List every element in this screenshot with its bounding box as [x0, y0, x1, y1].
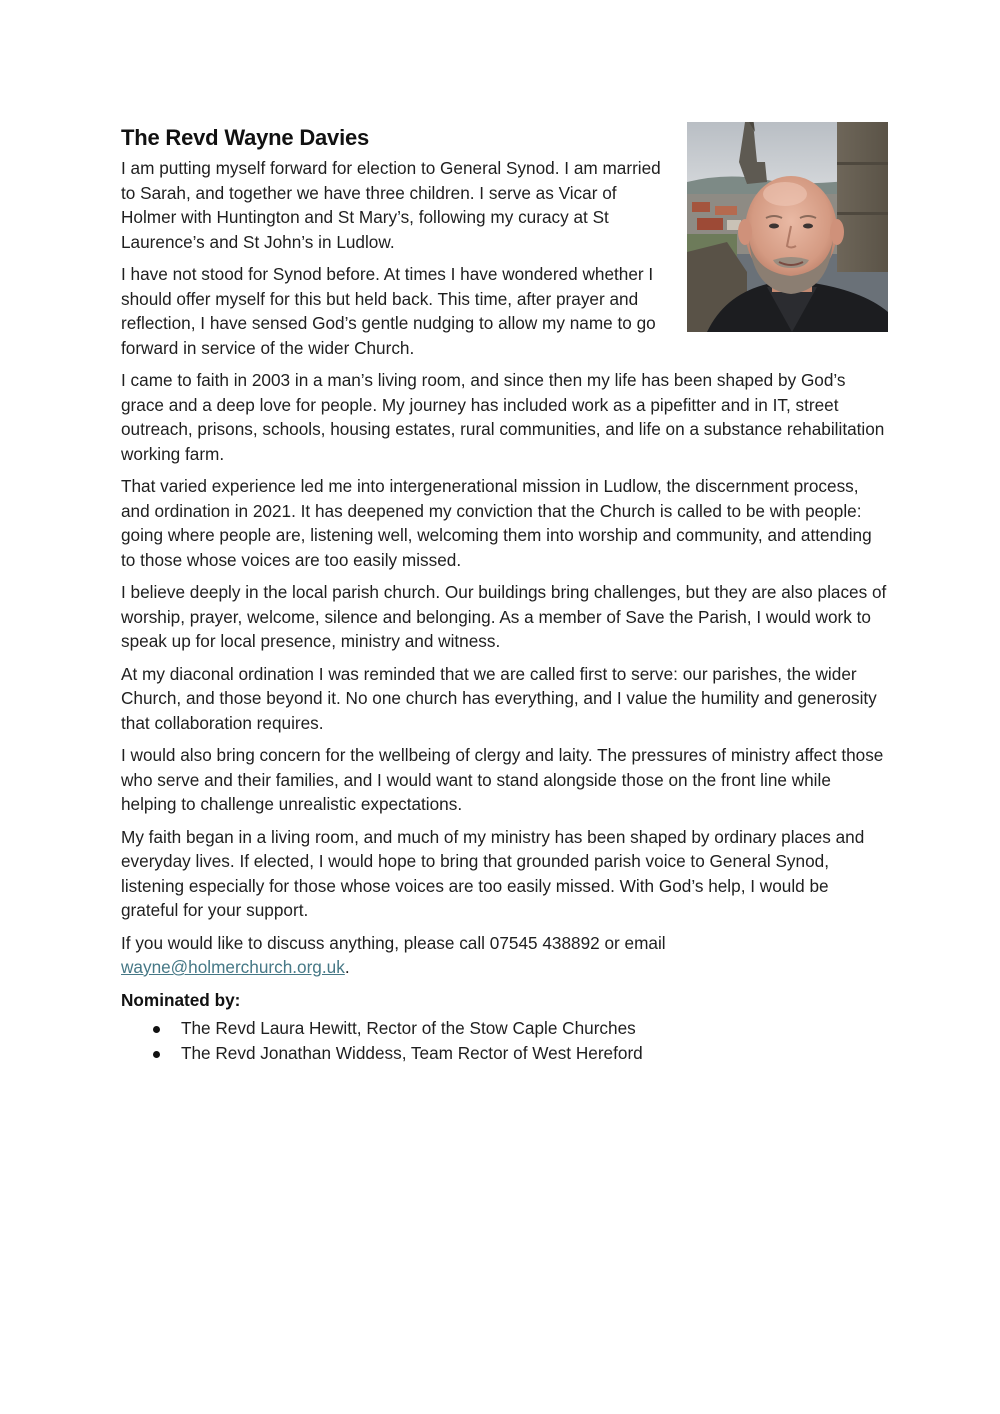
paragraph-parish-church: I believe deeply in the local parish church. Our buildings bring challenges, but they are also places of worship, prayer, welcome, silence and belonging. As a member of Save the Parish, I would work to speak up for local presence, ministry and witness. — [121, 582, 887, 651]
candidate-statement — [121, 123, 889, 1065]
contact-suffix: . — [344, 957, 350, 977]
nominators-list — [121, 1016, 889, 1065]
nominator-name: The Revd Laura Hewitt, Rector of the Stow Caple Churches — [181, 1018, 636, 1038]
candidate-name-heading: The Revd Wayne Davies — [121, 125, 370, 150]
nominated-by-heading: Nominated by: — [121, 989, 241, 1010]
paragraph-introduction: I am putting myself forward for election to General Synod. I am married to Sarah, and together we have three children. I serve as Vicar of Holmer with Huntington and St Mary’s, following my curacy at St Laurence’s and St John’s in Ludlow. — [121, 158, 661, 252]
paragraph-closing: My faith began in a living room, and much of my ministry has been shaped by ordinary places and everyday lives. If elected, I would hope to bring that grounded parish voice to General Synod, listening especially for those whose voices are too easily missed. With God’s help, I would be grateful for your support. — [121, 826, 865, 920]
nominator-name: The Revd Jonathan Widdess, Team Rector of West Hereford — [181, 1042, 643, 1063]
paragraph-not-stood-before: I have not stood for Synod before. At times I have wondered whether I should offer myself for this but held back. This time, after prayer and reflection, I have sensed God’s gentle nudging to allow my name to go forward in service of the wider Church. — [121, 264, 656, 358]
list-item — [151, 1041, 889, 1066]
bullet-icon — [153, 1026, 160, 1033]
paragraph-varied-experience: That varied experience led me into intergenerational mission in Ludlow, the discernment process, and ordination in 2021. It has deepened my conviction that the Church is called to be with people: going where people are, listening well, welcoming them into worship and community, and attending to those whose voices are too easily missed. — [121, 476, 872, 570]
paragraph-wellbeing: I would also bring concern for the wellbeing of clergy and laity. The pressures of ministry affect those who serve and their families, and I would want to stand alongside those on the front line while helping to challenge unrealistic expectations. — [121, 745, 884, 814]
paragraph-diaconal-ordination: At my diaconal ordination I was reminded that we are called first to serve: our parishes, the wider Church, and those beyond it. No one church has everything, and I value the humility and generosity that collaboration requires. — [121, 663, 877, 733]
email-link[interactable]: wayne@holmerchurch.org.uk — [121, 957, 345, 977]
bullet-icon — [153, 1051, 160, 1058]
paragraph-contact — [121, 931, 889, 980]
contact-text: If you would like to discuss anything, please call 07545 438892 or email — [121, 932, 666, 953]
paragraph-came-to-faith: I came to faith in 2003 in a man’s living room, and since then my life has been shaped by God’s grace and a deep love for people. My journey has included work as a pipefitter and in IT, street outreach, prisons, schools, housing estates, rural communities, and life on a substance rehabilitation working farm. — [121, 370, 885, 464]
list-item — [151, 1016, 889, 1041]
